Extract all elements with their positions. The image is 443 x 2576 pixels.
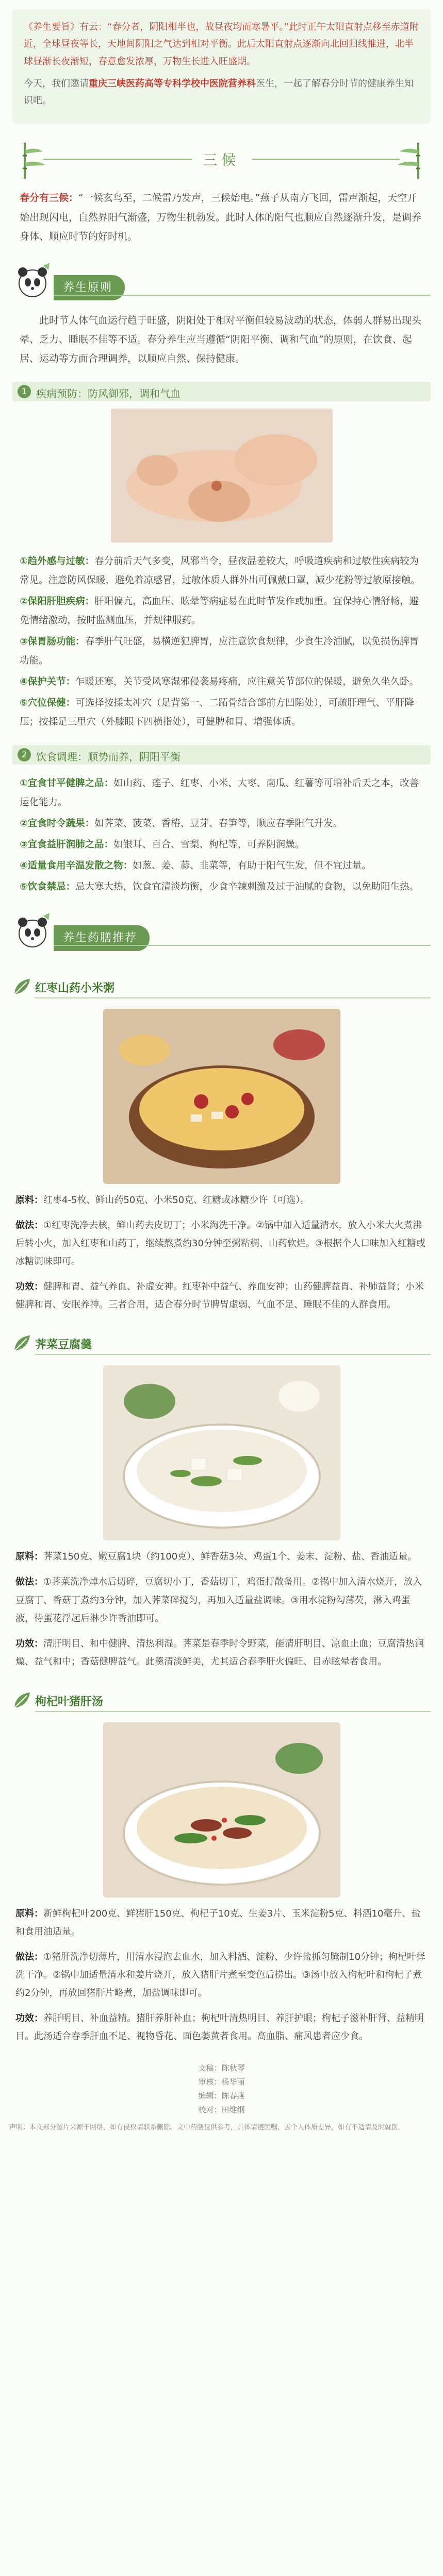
list-item: [20, 693, 423, 732]
ingredients-text: 红枣4-5枚、鲜山药50克、小米50克、红糖或冰糖少许（可选）。: [43, 1194, 310, 1206]
recipes-label: 养生药膳推荐: [54, 925, 150, 951]
item-text: 可选择按揉太冲穴（足背第一、二跖骨结合部前方凹陷处），可疏肝理气、平肝降压；按揉足三里穴（外膝眼下四横指处），可健脾和胃、增强体质。: [20, 697, 414, 727]
intro-paragraph: [24, 19, 419, 70]
item-label: ③保胃肠功能：: [20, 636, 85, 647]
signature-block: [0, 2061, 443, 2117]
list-item: [20, 814, 423, 833]
effect-text: 养肝明目、补血益精。猪肝养肝补血；枸杞叶清热明目、养肝护眼；枸杞子滋补肝肾、益精明目。此汤适合春季肝血不足、视物昏花、面色萎黄者食用。高血脂、痛风患者应少食。: [15, 2013, 424, 2042]
list-item: [20, 774, 423, 812]
recipe-3-details: [15, 1905, 428, 2046]
recipe-2-heading: [12, 1329, 431, 1360]
prevention-list: [20, 552, 423, 732]
leaf-icon: [12, 1690, 32, 1710]
item-text: 如荠菜、菠菜、香椿、豆芽、春笋等，顺应春季阳气升发。: [94, 818, 343, 829]
recipe-underline: [35, 997, 431, 998]
intro-suffix: 医生，一起了解春分时节的健康养生知识吧。: [24, 78, 414, 107]
list-item: [20, 592, 423, 630]
method-label: 做法：: [15, 1952, 43, 1963]
effect-label: 功效：: [15, 2013, 43, 2024]
list-item: [20, 835, 423, 854]
item-label: ⑤饮食禁忌：: [20, 881, 76, 892]
principle-underline: [54, 295, 431, 296]
list-item: [20, 877, 423, 896]
signature-line: 文稿：陈秋琴: [198, 2063, 245, 2073]
item-label: ①宜食甘平健脾之品：: [20, 777, 114, 789]
intro-paragraph-2: [24, 75, 419, 110]
recipe-method: [15, 1948, 428, 2002]
season-label: 春分有三候：: [20, 192, 79, 204]
item-text: 忌大寒大热，饮食宜清淡均衡，少食辛辣刺激及过于油腻的食物，以免助阳生热。: [75, 881, 419, 892]
method-label: 做法：: [15, 1577, 43, 1588]
method-label: 做法：: [15, 1219, 43, 1231]
ingredients-text: 新鲜枸杞叶200克、鲜猪肝150克、枸杞子10克、生姜3片、玉米淀粉5克、料酒10毫升、盐和食用油适量。: [15, 1908, 421, 1937]
recipe-ingredients: [15, 1548, 428, 1566]
method-text: ①红枣洗净去核，鲜山药去皮切丁；小米淘洗干净。②锅中加入适量清水，放入小米大火煮沸后转小火，加入红枣和山药丁，继续熬煮约30分钟至粥粘稠、山药软烂。③根据个人口味加入红糖或冰糖调味即可。: [15, 1219, 426, 1267]
recipe-1-heading: [12, 973, 431, 1004]
intro-box: [12, 9, 431, 124]
ingredients-text: 荠菜150克、嫩豆腐1块（约100克）、鲜香菇3朵、鸡蛋1个、姜末、淀粉、盐、香油适量。: [43, 1551, 417, 1563]
item-text: 春分前后天气多变，风邪当令，昼夜温差较大，呼吸道疾病和过敏性疾病较为常见。注意防风保暖，避免着凉感冒，过敏体质人群外出可佩戴口罩，减少花粉等过敏原接触。: [20, 555, 421, 586]
recipe-method: [15, 1573, 428, 1627]
recipe-ingredients: [15, 1905, 428, 1941]
season-title: 三候: [191, 146, 251, 174]
bamboo-icon: [14, 140, 51, 181]
sub-section-2: [12, 745, 431, 765]
sub-section-title: 疾病预防：防风御邪，调和气血: [36, 387, 181, 400]
effect-label: 功效：: [15, 1638, 43, 1649]
recipe-name: 荠菜豆腐羹: [35, 1338, 92, 1352]
principle-text: 此时节人体气血运行趋于旺盛，阴阳处于相对平衡但较易波动的状态，体弱人群易出现头晕、乏力、睡眠不佳等不适。春分养生应当遵循“阴阳平衡、调和气血”的原则，在饮食、起居、运动等方面合理调养，以顺应自然、保持健康。: [20, 314, 422, 364]
list-item: [20, 552, 423, 590]
section-number: 2: [18, 748, 31, 761]
leaf-icon: [12, 1333, 32, 1353]
item-label: ②宜食时令蔬果：: [20, 818, 95, 829]
item-label: ②保阳肝胆疾病：: [20, 596, 95, 607]
effect-text: 清肝明目、和中健脾、清热利湿。荠菜是春季时令野菜，能清肝明目、凉血止血；豆腐清热润燥、益气和中；香菇健脾益气。此羹清淡鲜美，尤其适合春季肝火偏旺、目赤眩晕者食用。: [15, 1638, 424, 1667]
season-section-title: [12, 136, 431, 185]
item-text: 如山药、莲子、红枣、小米、大枣、南瓜、红薯等可培补后天之本，改善运化能力。: [20, 777, 419, 808]
panda-icon: [12, 911, 53, 951]
recipe-underline: [35, 1354, 431, 1355]
foot-massage-image: [111, 409, 333, 543]
disclaimer: 声明：本文部分图片来源于网络，如有侵权请联系删除。文中药膳仅供参考，具体请遵医嘱，因个人体质差异，如有不适请及时就医。: [9, 2123, 405, 2131]
recipe-effect: [15, 2009, 428, 2045]
principle-label: 养生原则: [54, 275, 125, 301]
recipe-2-details: [15, 1548, 428, 1671]
acupoint-photo: [111, 409, 333, 543]
item-label: ⑤穴位保健：: [20, 697, 76, 708]
leaf-icon: [12, 977, 32, 996]
sub-section-title: 饮食调理：顺势而养，阴阳平衡: [36, 750, 181, 763]
item-text: 春季肝气旺盛，易横逆犯脾胃，应注意饮食规律，少食生冷油腻，以免损伤脾胃功能。: [20, 636, 419, 666]
diet-list: [20, 774, 423, 896]
sub-section-1: [12, 382, 431, 401]
item-label: ④保护关节：: [20, 676, 76, 687]
recipe-1-photo: [103, 1009, 340, 1184]
season-text: [20, 189, 423, 246]
liver-soup-image: [103, 1722, 340, 1897]
list-item: [20, 632, 423, 670]
signature-line: 校对：田维纲: [198, 2105, 245, 2114]
list-item: [20, 672, 423, 691]
item-label: ③宜食益肝润肺之品：: [20, 839, 114, 850]
porridge-image: [103, 1009, 340, 1184]
recipe-effect: [15, 1278, 428, 1314]
item-label: ①趋外感与过敏：: [20, 555, 95, 567]
bamboo-icon: [392, 140, 429, 181]
intro-prefix: 今天，我们邀请: [24, 78, 89, 89]
recipes-underline: [54, 945, 431, 946]
signature-line: 审核：杨华丽: [198, 2077, 245, 2087]
method-text: ①荠菜洗净焯水后切碎，豆腐切小丁，香菇切丁，鸡蛋打散备用。②锅中加入清水烧开，放入豆腐丁、香菇丁煮约3分钟，加入荠菜碎搅匀，再加入适量盐调味。③用水淀粉勾薄芡，淋入鸡蛋液，待蛋花浮起后淋少许香油即可。: [15, 1577, 422, 1624]
ingredients-label: 原料：: [15, 1194, 43, 1206]
principle-header: [12, 261, 431, 307]
item-text: 乍暖还寒，关节受风寒湿邪侵袭易疼痛，应注意关节部位的保暖，避免久坐久卧。: [75, 676, 419, 687]
recipe-name: 红枣山药小米粥: [35, 981, 115, 995]
ingredients-label: 原料：: [15, 1551, 43, 1563]
recipe-name: 枸杞叶猪肝汤: [35, 1695, 104, 1708]
effect-label: 功效：: [15, 1281, 43, 1293]
item-text: 肝阳偏亢，高血压、眩晕等病症易在此时节发作或加重。宜保持心情舒畅，避免情绪激动，按时监测血压，并规律服药。: [20, 596, 419, 626]
item-label: ④适量食用辛温发散之物：: [20, 860, 133, 871]
tofu-soup-image: [103, 1365, 340, 1540]
recipe-3-heading: [12, 1686, 431, 1717]
intro-text: 《养生要旨》有云：“春分者，阴阳相半也，故昼夜均而寒暑平。”此时正午太阳直射点移至赤道附近，全球昼夜等长，天地间阴阳之气达到相对平衡。此后太阳直射点逐渐向北回归线推进，北半球昼渐长夜渐短，春意愈发浓厚，万物生长进入旺盛期。: [24, 22, 419, 67]
recipes-header: [12, 911, 431, 957]
item-text: 如银耳、百合、雪梨、枸杞等，可养阴润燥。: [113, 839, 305, 850]
intro-highlight: 重庆三峡医药高等专科学校中医院营养科: [89, 78, 256, 89]
recipe-3-photo: [103, 1722, 340, 1897]
recipe-underline: [35, 1711, 431, 1712]
recipe-1-details: [15, 1191, 428, 1314]
recipe-effect: [15, 1635, 428, 1671]
recipe-ingredients: [15, 1191, 428, 1209]
signature-line: 编辑：陈春燕: [198, 2091, 245, 2100]
list-item: [20, 856, 423, 875]
ingredients-label: 原料：: [15, 1908, 43, 1919]
item-text: 如葱、姜、蒜、韭菜等，有助于阳气生发，但不宜过量。: [133, 860, 371, 871]
season-body: “一候玄鸟至，二候雷乃发声，三候始电。”燕子从南方飞回，雷声渐起，天空开始出现闪电，自然界阳气渐盛，万物生机勃发。此时人体的阳气也顺应自然逐渐升发，是调养身体、顺应时节的好时机。: [20, 192, 422, 242]
panda-icon: [12, 261, 53, 301]
recipe-method: [15, 1216, 428, 1270]
effect-text: 健脾和胃、益气养血、补虚安神。红枣补中益气、养血安神；山药健脾益胃、补肺益肾；小米健脾和胃、安眠养神。三者合用，适合春分时节脾胃虚弱、气血不足、睡眠不佳的人群食用。: [15, 1281, 424, 1311]
method-text: ①猪肝洗净切薄片，用清水浸泡去血水，加入料酒、淀粉、少许盐抓匀腌制10分钟；枸杞叶择洗干净。②锅中加适量清水和姜片烧开，放入猪肝片煮至变色后捞出。③汤中放入枸杞叶和枸杞子煮约2分钟，再放回猪肝片略煮，加盐调味即可。: [15, 1952, 426, 1999]
recipe-2-photo: [103, 1365, 340, 1540]
section-number: 1: [18, 385, 31, 398]
